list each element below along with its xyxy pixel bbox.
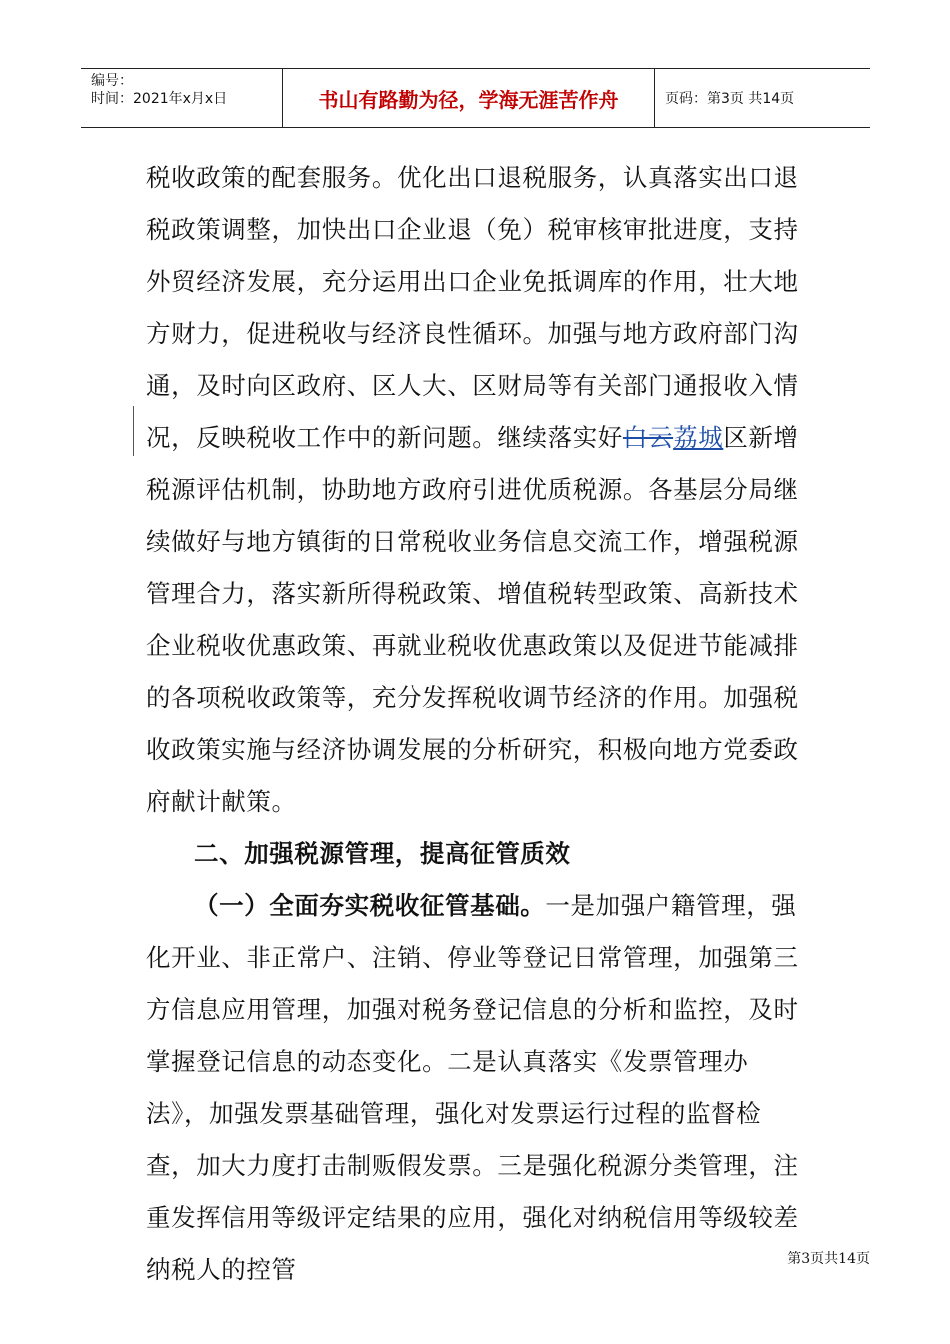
header-meta [81, 69, 283, 127]
page-header [81, 68, 870, 128]
document-number-label: 编号： [91, 73, 133, 89]
inserted-text: 荔城 [673, 423, 724, 452]
paragraph-tax-administration [146, 880, 806, 1296]
header-page-info: 页码：第3页 共14页 [665, 91, 795, 107]
revision-change-bar [133, 406, 134, 456]
subsection-heading: （一）全面夯实税收征管基础。 [194, 891, 546, 920]
paragraph-text: 税收政策的配套服务。优化出口退税服务，认真落实出口退税政策调整，加快出口企业退（免）税审核审批进度，支持外贸经济发展，充分运用出口企业免抵调库的作用，壮大地方财力，促进税收与经济良性循环。加强与地方政府部门沟通，及时向区政府、区人大、区财局等有关部门通报收入情况，反映税收工作中的新问题。继续落实好 [146, 163, 799, 452]
paragraph-policy-services [146, 152, 806, 828]
paragraph-text: 区新增税源评估机制，协助地方政府引进优质税源。各基层分局继续做好与地方镇街的日常税收业务信息交流工作，增强税源管理合力，落实新所得税政策、增值税转型政策、高新技术企业税收优惠政策、再就业税收优惠政策以及促进节能减排的各项税收政策等，充分发挥税收调节经济的作用。加强税收政策实施与经济协调发展的分析研究，积极向地方党委政府献计献策。 [146, 423, 799, 816]
document-body [146, 152, 806, 1296]
page-footer: 第3页共14页 [787, 1251, 870, 1267]
paragraph-text: 一是加强户籍管理，强化开业、非正常户、注销、停业等登记日常管理，加强第三方信息应用管理，加强对税务登记信息的分析和监控，及时掌握登记信息的动态变化。二是认真落实《发票管理办法》，加强发票基础管理，强化对发票运行过程的监督检查，加大力度打击制贩假发票。三是强化税源分类管理，注重发挥信用等级评定结果的应用，强化对纳税信用等级较差纳税人的控管 [146, 891, 799, 1284]
deleted-text: 白云 [622, 423, 674, 452]
header-motto: 书山有路勤为径，学海无涯苦作舟 [283, 69, 655, 127]
document-time: 时间：2021年x月x日 [91, 91, 228, 107]
section-heading: 二、加强税源管理，提高征管质效 [194, 839, 571, 868]
